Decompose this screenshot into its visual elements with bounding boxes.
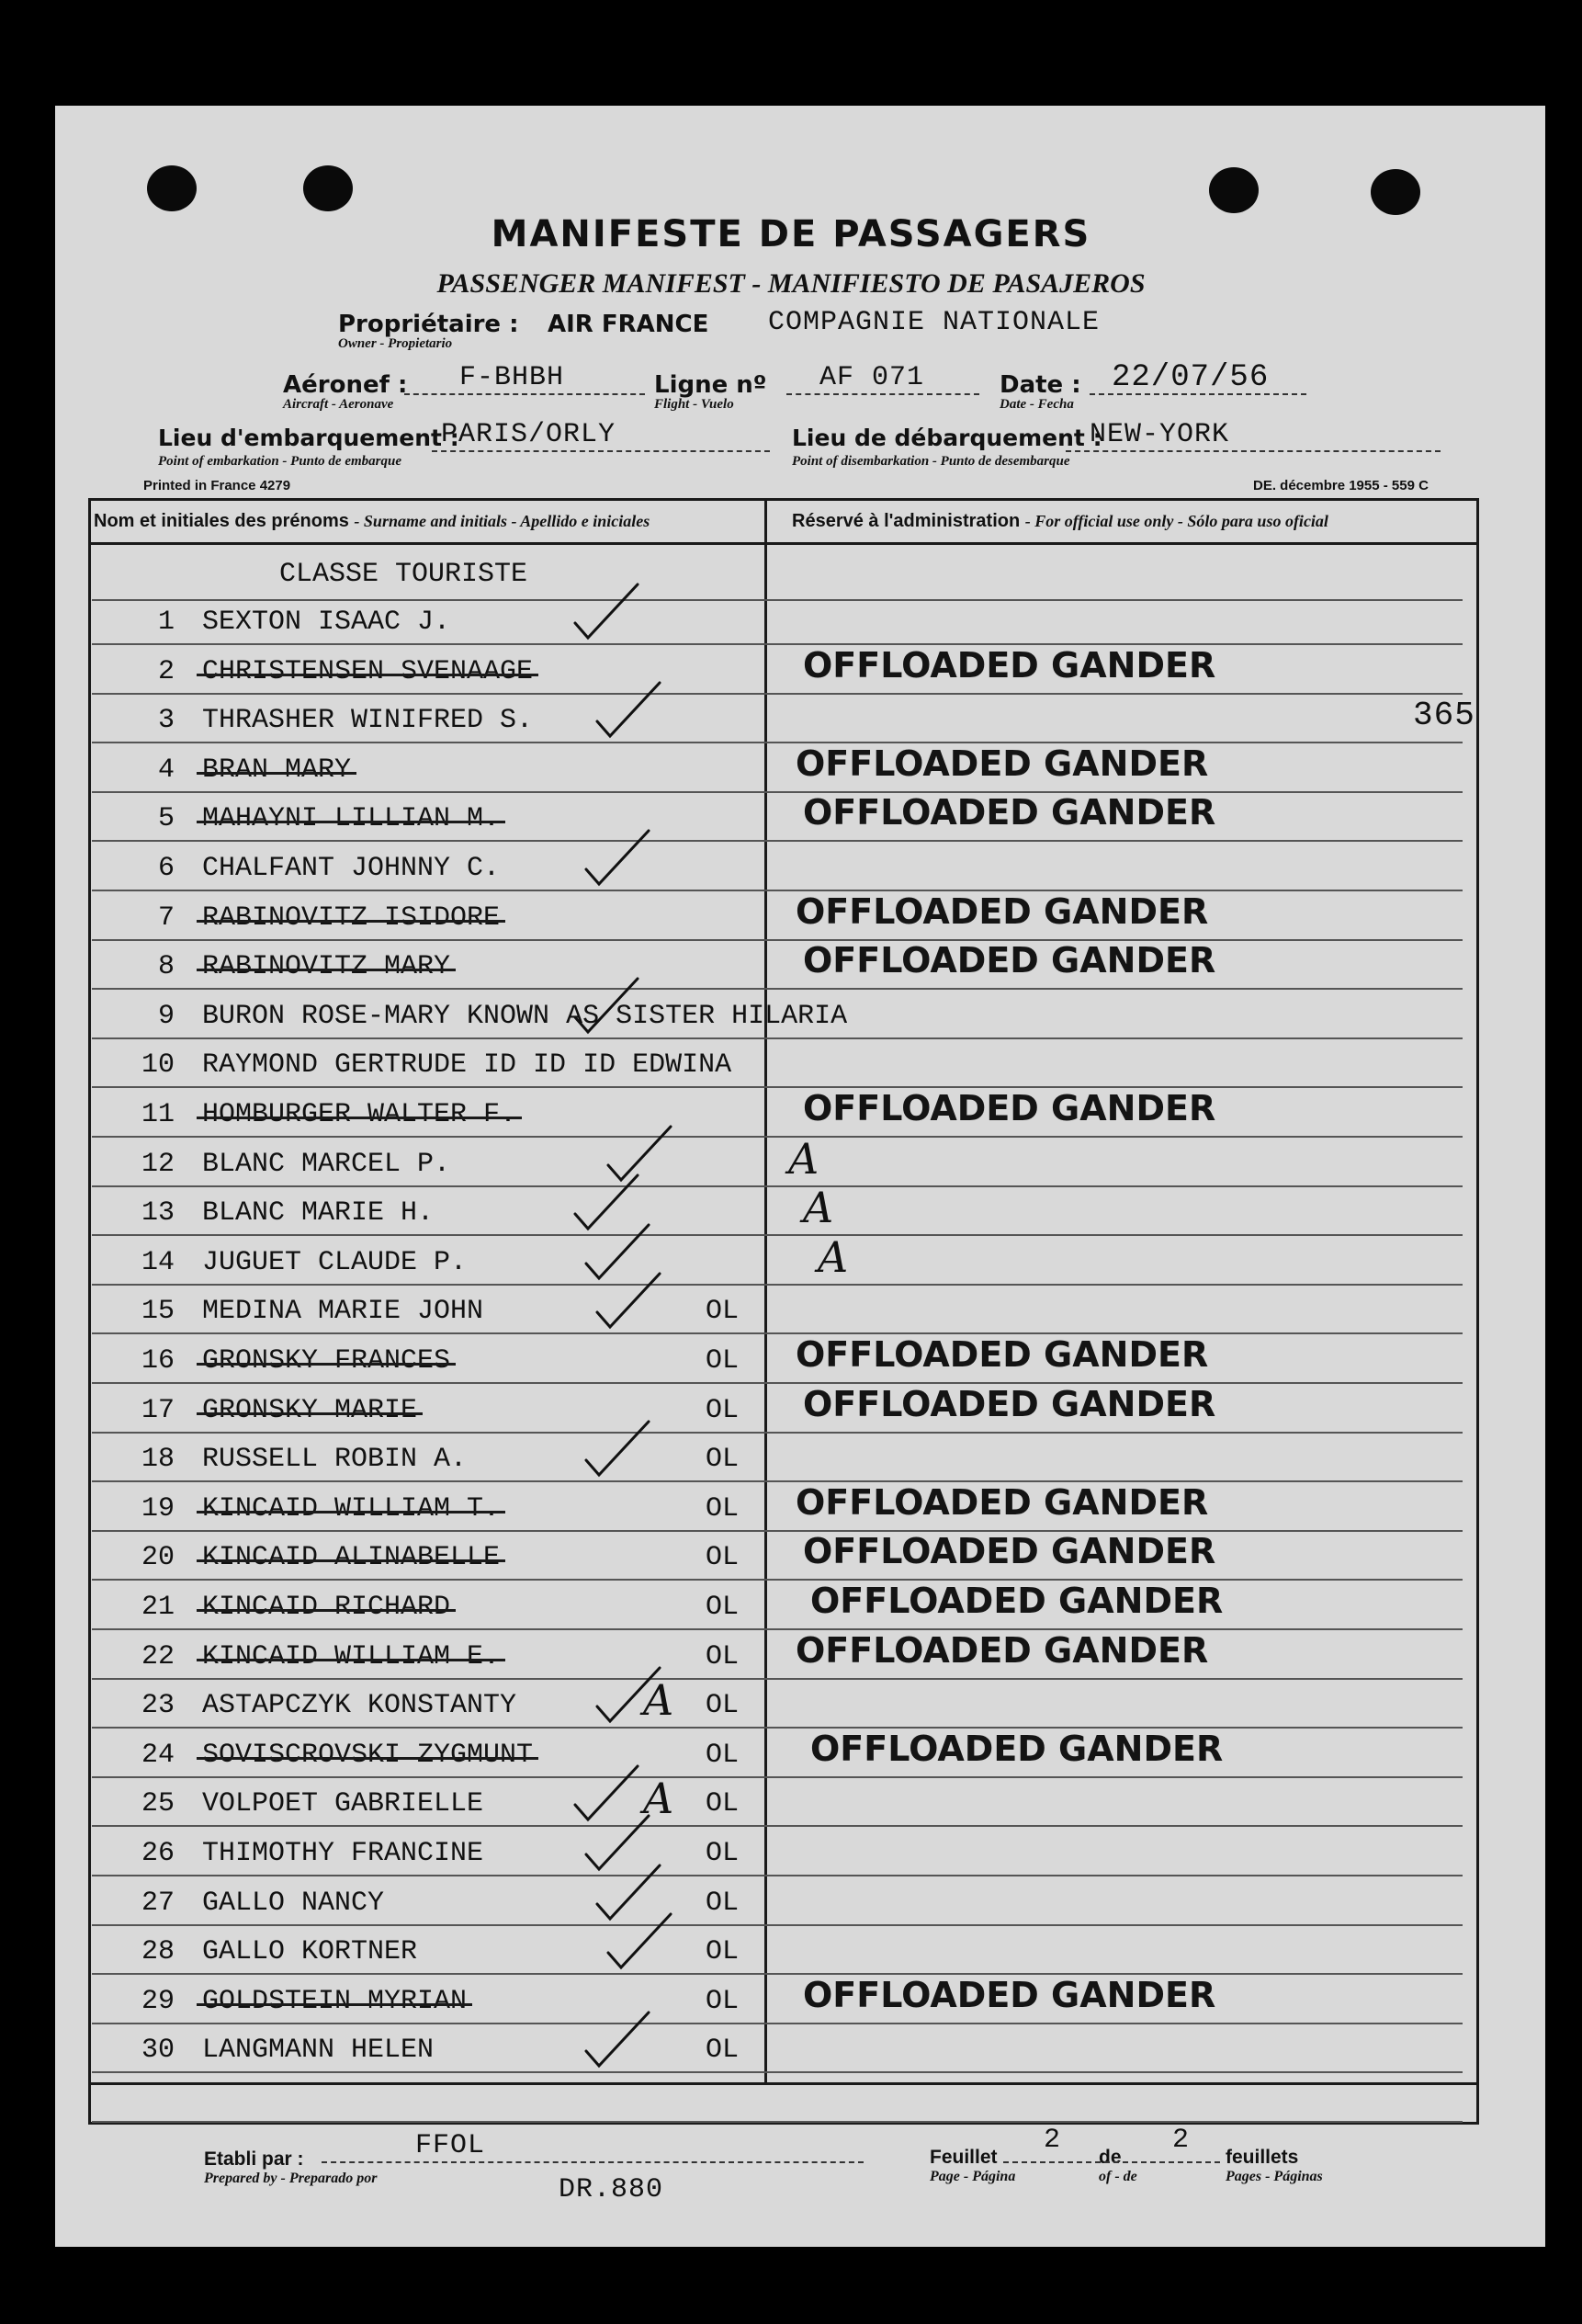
passenger-name: GRONSKY FRANCES [202,1345,451,1377]
row-number: 26 [141,1838,175,1869]
strike-through [197,772,356,775]
owner-value: AIR FRANCE [548,311,709,338]
passenger-name: RABINOVITZ ISIDORE [202,901,501,934]
row-separator [92,890,1463,891]
passenger-name: RABINOVITZ MARY [202,951,451,983]
offloaded-stamp: OFFLOADED GANDER [803,644,1216,686]
row-number: 16 [141,1345,175,1377]
page-sublabel: Page - Página [930,2169,1016,2184]
footer-divider [88,2082,1479,2085]
row-number: 22 [141,1640,175,1672]
strike-through [197,1609,456,1612]
row-separator [92,1037,1463,1039]
ol-mark: OL [706,1985,740,2017]
row-number: 10 [141,1049,175,1082]
ol-mark: OL [706,1640,740,1672]
embark-value: PARIS/ORLY [441,419,616,450]
ol-mark: OL [706,1444,740,1476]
passenger-name: SOVISCROVSKI ZYGMUNT [202,1739,534,1771]
row-number: 18 [141,1444,175,1476]
row-number: 25 [141,1788,175,1820]
row-separator [92,693,1463,695]
row-number: 9 [157,1000,175,1032]
sheet-value: 2 [1044,2125,1062,2156]
strike-through [197,2003,472,2006]
owner-typed: COMPAGNIE NATIONALE [768,307,1101,338]
sheet-underline [1003,2161,1220,2163]
col-name-header-fr: Nom et initiales des prénoms [94,511,349,531]
row-number: 8 [157,951,175,983]
row-number: 4 [157,754,175,786]
row-number: 20 [141,1542,175,1574]
header-divider [88,542,1479,545]
offloaded-stamp: OFFLOADED GANDER [796,890,1209,932]
handwritten-mark: A [643,1675,674,1726]
row-number: 1 [157,607,175,638]
sheet-total: 2 [1172,2125,1191,2156]
row-separator [92,1678,1463,1680]
row-separator [92,988,1463,990]
row-number: 15 [141,1296,175,1328]
passenger-name: MEDINA MARIE JOHN [202,1296,484,1328]
col-admin-header-en: - For official use only - Sólo para uso oficial [1024,512,1328,530]
passenger-name: RUSSELL ROBIN A. [202,1444,468,1476]
passenger-name: CHRISTENSEN SVENAAGE [202,655,534,687]
offloaded-stamp: OFFLOADED GANDER [796,743,1209,784]
check-mark-icon [570,973,643,1037]
row-number: 27 [141,1887,175,1919]
aircraft-value: F-BHBH [459,362,565,393]
row-number: 2 [157,655,175,687]
sheet-of-label: de [1099,2147,1122,2168]
passenger-name: THRASHER WINIFRED S. [202,705,534,737]
row-separator [92,1480,1463,1482]
passenger-name: GALLO NANCY [202,1887,385,1919]
row-separator [92,1628,1463,1630]
disembark-sublabel: Point of disembarkation - Punto de desembarque [792,454,1070,469]
row-separator [92,2023,1463,2024]
strike-through [197,674,538,676]
flight-label: Ligne nº [654,371,767,399]
row-number: 29 [141,1985,175,2017]
passenger-name: GOLDSTEIN MYRIAN [202,1985,468,2017]
strike-through [197,821,505,823]
check-mark-icon [581,2007,654,2071]
strike-through [197,1659,505,1661]
handwritten-mark: A [818,1231,849,1282]
row-separator [92,1234,1463,1236]
ol-mark: OL [706,1887,740,1919]
passenger-name: BLANC MARIE H. [202,1197,435,1230]
row-separator [92,599,1463,601]
owner-label: Propriétaire : [338,311,519,338]
offloaded-stamp: OFFLOADED GANDER [803,1974,1216,2015]
row-number: 24 [141,1739,175,1771]
page-subtitle: PASSENGER MANIFEST - MANIFIESTO DE PASAJEROS [436,268,1146,299]
sheets-label: feuillets [1226,2147,1299,2168]
passenger-name: BLANC MARCEL P. [202,1148,451,1180]
handwritten-mark: A [643,1774,674,1824]
offloaded-stamp: OFFLOADED GANDER [803,1383,1216,1424]
passenger-name: THIMOTHY FRANCINE [202,1838,484,1869]
aircraft-label: Aéronef : [283,371,408,399]
offloaded-stamp: OFFLOADED GANDER [810,1728,1224,1769]
prepared-ref: DR.880 [559,2174,664,2205]
passenger-name: KINCAID RICHARD [202,1592,451,1623]
row-separator [92,1579,1463,1581]
check-mark-icon [592,1268,665,1332]
passenger-name: LANGMANN HELEN [202,2035,435,2067]
row-number: 17 [141,1394,175,1426]
passenger-name: KINCAID ALINABELLE [202,1542,501,1574]
punch-hole-right-2 [1371,169,1420,215]
passenger-name: ASTAPCZYK KONSTANTY [202,1690,517,1722]
row-separator [92,1284,1463,1286]
col-admin-header [792,511,1328,532]
row-separator [92,1332,1463,1334]
offloaded-stamp: OFFLOADED GANDER [810,1581,1224,1621]
row-separator [92,1185,1463,1187]
check-mark-icon [570,579,643,643]
class-label: CLASSE TOURISTE [279,559,528,590]
offloaded-stamp: OFFLOADED GANDER [796,1481,1209,1523]
row-separator [92,1776,1463,1778]
passenger-name: GRONSKY MARIE [202,1394,418,1426]
prepared-sublabel: Prepared by - Preparado por [204,2171,378,2186]
prepared-label: Etabli par : [204,2148,304,2170]
offloaded-stamp: OFFLOADED GANDER [803,1088,1216,1128]
handwritten-mark: A [788,1133,819,1184]
embark-underline [432,450,770,452]
passenger-name: KINCAID WILLIAM E. [202,1640,501,1672]
handwritten-mark: A [803,1183,834,1233]
row-separator [92,1727,1463,1729]
strike-through [197,1559,505,1562]
offloaded-stamp: OFFLOADED GANDER [803,940,1216,981]
row-separator [92,791,1463,793]
disembark-underline [1066,450,1441,452]
check-mark-icon [603,1909,676,1973]
offloaded-stamp: OFFLOADED GANDER [796,1334,1209,1375]
passenger-name: BURON ROSE-MARY KNOWN AS SISTER HILARIA [202,1000,848,1032]
ol-mark: OL [706,1296,740,1328]
passenger-name: HOMBURGER WALTER F. [202,1099,517,1130]
row-number: 14 [141,1246,175,1278]
offloaded-stamp: OFFLOADED GANDER [803,792,1216,833]
check-mark-icon [581,825,654,890]
strike-through [197,1412,423,1415]
form-reference: DE. décembre 1955 - 559 C [1253,478,1429,493]
disembark-value: NEW-YORK [1090,419,1230,450]
ol-mark: OL [706,1345,740,1377]
embark-label: Lieu d'embarquement : [158,425,459,451]
punch-hole-right [1209,167,1259,213]
disembark-label: Lieu de débarquement : [792,425,1102,451]
row-number: 6 [157,853,175,884]
row-separator [92,1825,1463,1827]
prepared-value: FFOL [415,2130,486,2161]
row-number: 30 [141,2035,175,2067]
owner-sublabel: Owner - Propietario [338,336,453,351]
passenger-name: BRAN MARY [202,754,352,786]
row-number: 28 [141,1936,175,1968]
sheet-label: Feuillet [930,2147,998,2168]
row-separator [92,2071,1463,2073]
row-number: 19 [141,1492,175,1525]
row-separator [92,742,1463,743]
flight-underline [786,393,979,395]
date-label: Date : [1000,371,1081,399]
punch-hole-left [147,165,197,211]
passenger-name: SEXTON ISAAC J. [202,607,451,638]
row-separator [92,1432,1463,1434]
row-separator [92,1875,1463,1876]
col-name-header-en: - Surname and initials - Apellido e iniciales [354,512,650,530]
strike-through [197,969,456,971]
prepared-underline [322,2161,864,2163]
ol-mark: OL [706,1394,740,1426]
date-underline [1090,393,1306,395]
strike-through [197,1757,538,1760]
passenger-name: KINCAID WILLIAM T. [202,1492,501,1525]
row-separator [92,1136,1463,1138]
row-separator [92,840,1463,842]
passenger-name: MAHAYNI LILLIAN M. [202,803,501,835]
col-admin-header-fr: Réservé à l'administration [792,511,1021,531]
row-number: 7 [157,901,175,934]
flight-sublabel: Flight - Vuelo [654,397,734,412]
strike-through [197,1363,456,1366]
row-separator [92,2121,1463,2123]
ol-mark: OL [706,1542,740,1574]
printed-note: Printed in France 4279 [143,478,291,493]
passenger-name: VOLPOET GABRIELLE [202,1788,484,1820]
row-separator [92,1924,1463,1926]
row-number: 23 [141,1690,175,1722]
ol-mark: OL [706,1788,740,1820]
row-number: 12 [141,1148,175,1180]
row-separator [92,939,1463,941]
offloaded-stamp: OFFLOADED GANDER [796,1629,1209,1671]
passenger-name: GALLO KORTNER [202,1936,418,1968]
check-mark-icon [592,677,665,742]
ol-mark: OL [706,2035,740,2067]
ol-mark: OL [706,1739,740,1771]
embark-sublabel: Point of embarkation - Punto de embarque [158,454,402,469]
row-number: 5 [157,803,175,835]
row-number: 11 [141,1099,175,1130]
strike-through [197,1511,505,1513]
row-separator [92,643,1463,645]
row-number: 13 [141,1197,175,1230]
passenger-name: JUGUET CLAUDE P. [202,1246,468,1278]
column-divider [764,498,767,2082]
row-separator [92,1382,1463,1384]
ol-mark: OL [706,1838,740,1869]
punch-hole-left-2 [303,165,353,211]
ol-mark: OL [706,1592,740,1623]
aircraft-underline [404,393,645,395]
row-number: 3 [157,705,175,737]
page-title: MANIFESTE DE PASSAGERS [491,213,1091,255]
row-separator [92,1086,1463,1088]
row-number: 21 [141,1592,175,1623]
date-sublabel: Date - Fecha [1000,397,1074,412]
ol-mark: OL [706,1936,740,1968]
date-value: 22/07/56 [1112,360,1270,395]
strike-through [197,920,505,923]
aircraft-sublabel: Aircraft - Aeronave [283,397,394,412]
passenger-name: CHALFANT JOHNNY C. [202,853,501,884]
col-name-header [94,511,650,532]
strike-through [197,1117,522,1119]
row-separator [92,1530,1463,1532]
passenger-name: RAYMOND GERTRUDE ID ID ID EDWINA [202,1049,732,1082]
check-mark-icon [581,1416,654,1480]
ol-mark: OL [706,1690,740,1722]
offloaded-stamp: OFFLOADED GANDER [803,1531,1216,1572]
row-separator [92,1973,1463,1975]
ol-mark: OL [706,1492,740,1525]
page-number: 365 [1413,697,1475,734]
of-sublabel: of - de [1099,2169,1137,2184]
pages-sublabel: Pages - Páginas [1226,2169,1323,2184]
flight-value: AF 071 [819,362,925,393]
